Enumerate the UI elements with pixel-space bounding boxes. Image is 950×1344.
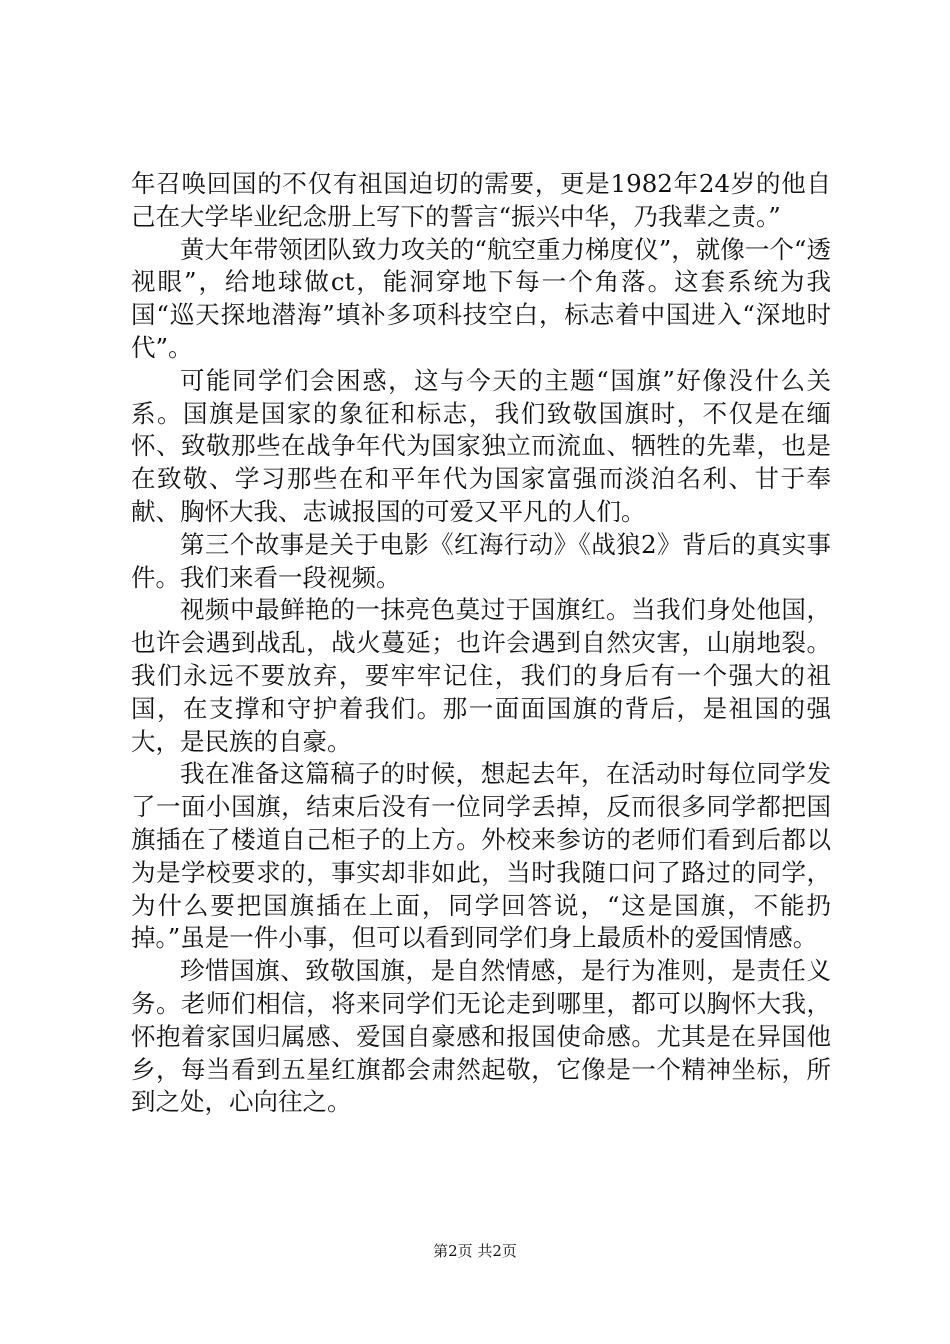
page-number-footer: 第2页 共2页 bbox=[433, 1242, 517, 1260]
document-body bbox=[131, 168, 831, 1119]
paragraph: 第三个故事是关于电影《红海行动》《战狼2》背后的真实事件。我们来看一段视频。 bbox=[131, 529, 831, 592]
paragraph: 黄大年带领团队致力攻关的“航空重力梯度仪”，就像一个“透视眼”，给地球做ct，能洞穿地下每一个角落。这套系统为我国“巡天探地潜海”填补多项科技空白，标志着中国进入“深地时代”。 bbox=[131, 234, 831, 362]
paragraph: 视频中最鲜艳的一抹亮色莫过于国旗红。当我们身处他国，也许会遇到战乱，战火蔓延；也许会遇到自然灾害，山崩地裂。我们永远不要放弃，要牢牢记住，我们的身后有一个强大的祖国，在支撑和守护着我们。那一面面国旗的背后，是祖国的强大，是民族的自豪。 bbox=[131, 595, 831, 756]
paragraph: 我在准备这篇稿子的时候，想起去年，在活动时每位同学发了一面小国旗，结束后没有一位同学丢掉，反而很多同学都把国旗插在了楼道自己柜子的上方。外校来参访的老师们看到后都以为是学校要求的，事实却非如此，当时我随口问了路过的同学，为什么要把国旗插在上面，同学回答说，“这是国旗，不能扔掉。”虽是一件小事，但可以看到同学们身上最质朴的爱国情感。 bbox=[131, 759, 831, 953]
paragraph: 年召唤回国的不仅有祖国迫切的需要，更是1982年24岁的他自己在大学毕业纪念册上写下的誓言“振兴中华，乃我辈之责。” bbox=[131, 169, 831, 231]
paragraph: 珍惜国旗、致敬国旗，是自然情感，是行为准则，是责任义务。老师们相信，将来同学们无论走到哪里，都可以胸怀大我，怀抱着家国归属感、爱国自豪感和报国使命感。尤其是在异国他乡，每当看到五星红旗都会肃然起敬，它像是一个精神坐标，所到之处，心向往之。 bbox=[131, 956, 831, 1117]
paragraph: 可能同学们会困惑，这与今天的主题“国旗”好像没什么关系。国旗是国家的象征和标志，我们致敬国旗时，不仅是在缅怀、致敬那些在战争年代为国家独立而流血、牺牲的先辈，也是在致敬、学习那些在和平年代为国家富强而淡泊名利、甘于奉献、胸怀大我、志诚报国的可爱又平凡的人们。 bbox=[131, 365, 831, 526]
